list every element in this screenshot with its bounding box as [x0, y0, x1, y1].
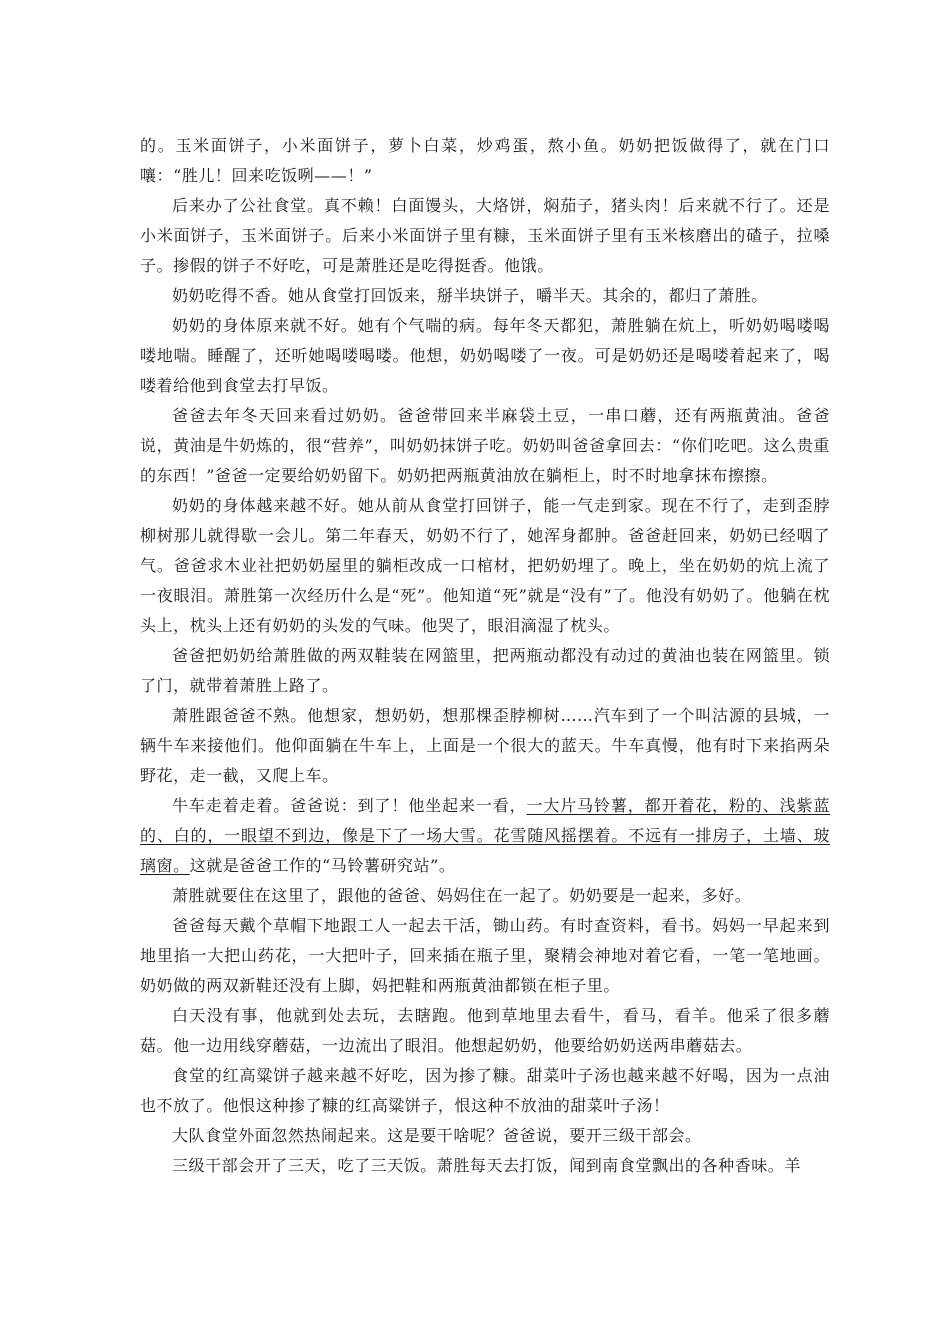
- paragraph: 食堂的红高粱饼子越来越不好吃，因为掺了糠。甜菜叶子汤也越来越不好喝，因为一点油也不放了。他恨这种掺了糠的红高粱饼子，恨这种不放油的甜菜叶子汤！: [140, 1066, 830, 1115]
- paragraph: 爸爸去年冬天回来看过奶奶。爸爸带回来半麻袋土豆，一串口蘑，还有两瓶黄油。爸爸说，黄油是牛奶炼的，很“营养”，叫奶奶抹饼子吃。奶奶叫爸爸拿回去：“你们吃吧。这么贵重的东西！”爸爸一定要给奶奶留下。奶奶把两瓶黄油放在躺柜上，时不时地拿抹布擦擦。: [140, 406, 830, 485]
- paragraph: 大队食堂外面忽然热闹起来。这是要干啥呢？爸爸说，要开三级干部会。: [172, 1126, 702, 1145]
- paragraph: 奶奶的身体越来越不好。她从前从食堂打回饼子，能一气走到家。现在不行了，走到歪脖柳树那儿就得歇一会儿。第二年春天，奶奶不行了，她浑身都肿。爸爸赶回来，奶奶已经咽了气。爸爸求木业社把奶奶屋里的躺柜改成一口棺材，把奶奶埋了。晚上，坐在奶奶的炕上流了一夜眼泪。萧胜第一次经历什么是“死”。他知道“死”就是“没有”了。他没有奶奶了。他躺在枕头上，枕头上还有奶奶的头发的气味。他哭了，眼泪滴湿了枕头。: [140, 496, 830, 635]
- underlined-passage: 一大片马铃薯，都开着花，粉的、浅紫蓝的、白的，一眼望不到边，像是下了一场大雪。花雪随风摇摆着。不远有一排房子，土墙、玻璃窗。: [140, 796, 830, 875]
- paragraph: 爸爸把奶奶给萧胜做的两双鞋装在网篮里，把两瓶动都没有动过的黄油也装在网篮里。锁了门，就带着萧胜上路了。: [140, 646, 830, 695]
- oxcart-text-before: 牛车走着走着。爸爸说：到了！他坐起来一看，: [172, 796, 527, 815]
- paragraph: 萧胜跟爸爸不熟。他想家，想奶奶，想那棵歪脖柳树……汽车到了一个叫沽源的县城，一辆牛车来接他们。他仰面躺在牛车上，上面是一个很大的蓝天。牛车真慢，他有时下来掐两朵野花，走一截，又爬上车。: [140, 706, 830, 785]
- paragraph: 后来办了公社食堂。真不赖！白面馒头，大烙饼，焖茄子，猪头肉！后来就不行了。还是小米面饼子，玉米面饼子。后来小米面饼子里有糠，玉米面饼子里有玉米核磨出的碴子，拉嗓子。掺假的饼子不好吃，可是萧胜还是吃得挺香。他饿。: [140, 196, 830, 275]
- oxcart-paragraph: [140, 791, 830, 881]
- paragraph: 奶奶吃得不香。她从食堂打回饭来，掰半块饼子，嚼半天。其余的，都归了萧胜。: [172, 286, 768, 305]
- story-text: [140, 131, 830, 1181]
- paragraph: 萧胜就要住在这里了，跟他的爸爸、妈妈住在一起了。奶奶要是一起来，多好。: [172, 886, 752, 905]
- paragraph: 白天没有事，他就到处去玩，去瞎跑。他到草地里去看牛，看马，看羊。他采了很多蘑菇。他一边用线穿蘑菇，一边流出了眼泪。他想起奶奶，他要给奶奶送两串蘑菇去。: [140, 1006, 830, 1055]
- paragraph: 三级干部会开了三天，吃了三天饭。萧胜每天去打饭，闻到南食堂飘出的各种香味。羊: [172, 1156, 801, 1175]
- paragraph: 爸爸每天戴个草帽下地跟工人一起去干活，锄山药。有时查资料，看书。妈妈一早起来到地里掐一大把山药花，一大把叶子，回来插在瓶子里，聚精会神地对着它看，一笔一笔地画。奶奶做的两双新鞋还没有上脚，妈把鞋和两瓶黄油都锁在柜子里。: [140, 916, 830, 995]
- paragraph: 的。玉米面饼子，小米面饼子，萝卜白菜，炒鸡蛋，熬小鱼。奶奶把饭做得了，就在门口嚷：“胜儿！回来吃饭咧——！”: [140, 136, 830, 185]
- paragraph: 奶奶的身体原来就不好。她有个气喘的病。每年冬天都犯，萧胜躺在炕上，听奶奶喝喽喝喽地喘。睡醒了，还听她喝喽喝喽。他想，奶奶喝喽了一夜。可是奶奶还是喝喽着起来了，喝喽着给他到食堂去打早饭。: [140, 316, 830, 395]
- oxcart-text-after: 这就是爸爸工作的“马铃薯研究站”。: [189, 856, 456, 875]
